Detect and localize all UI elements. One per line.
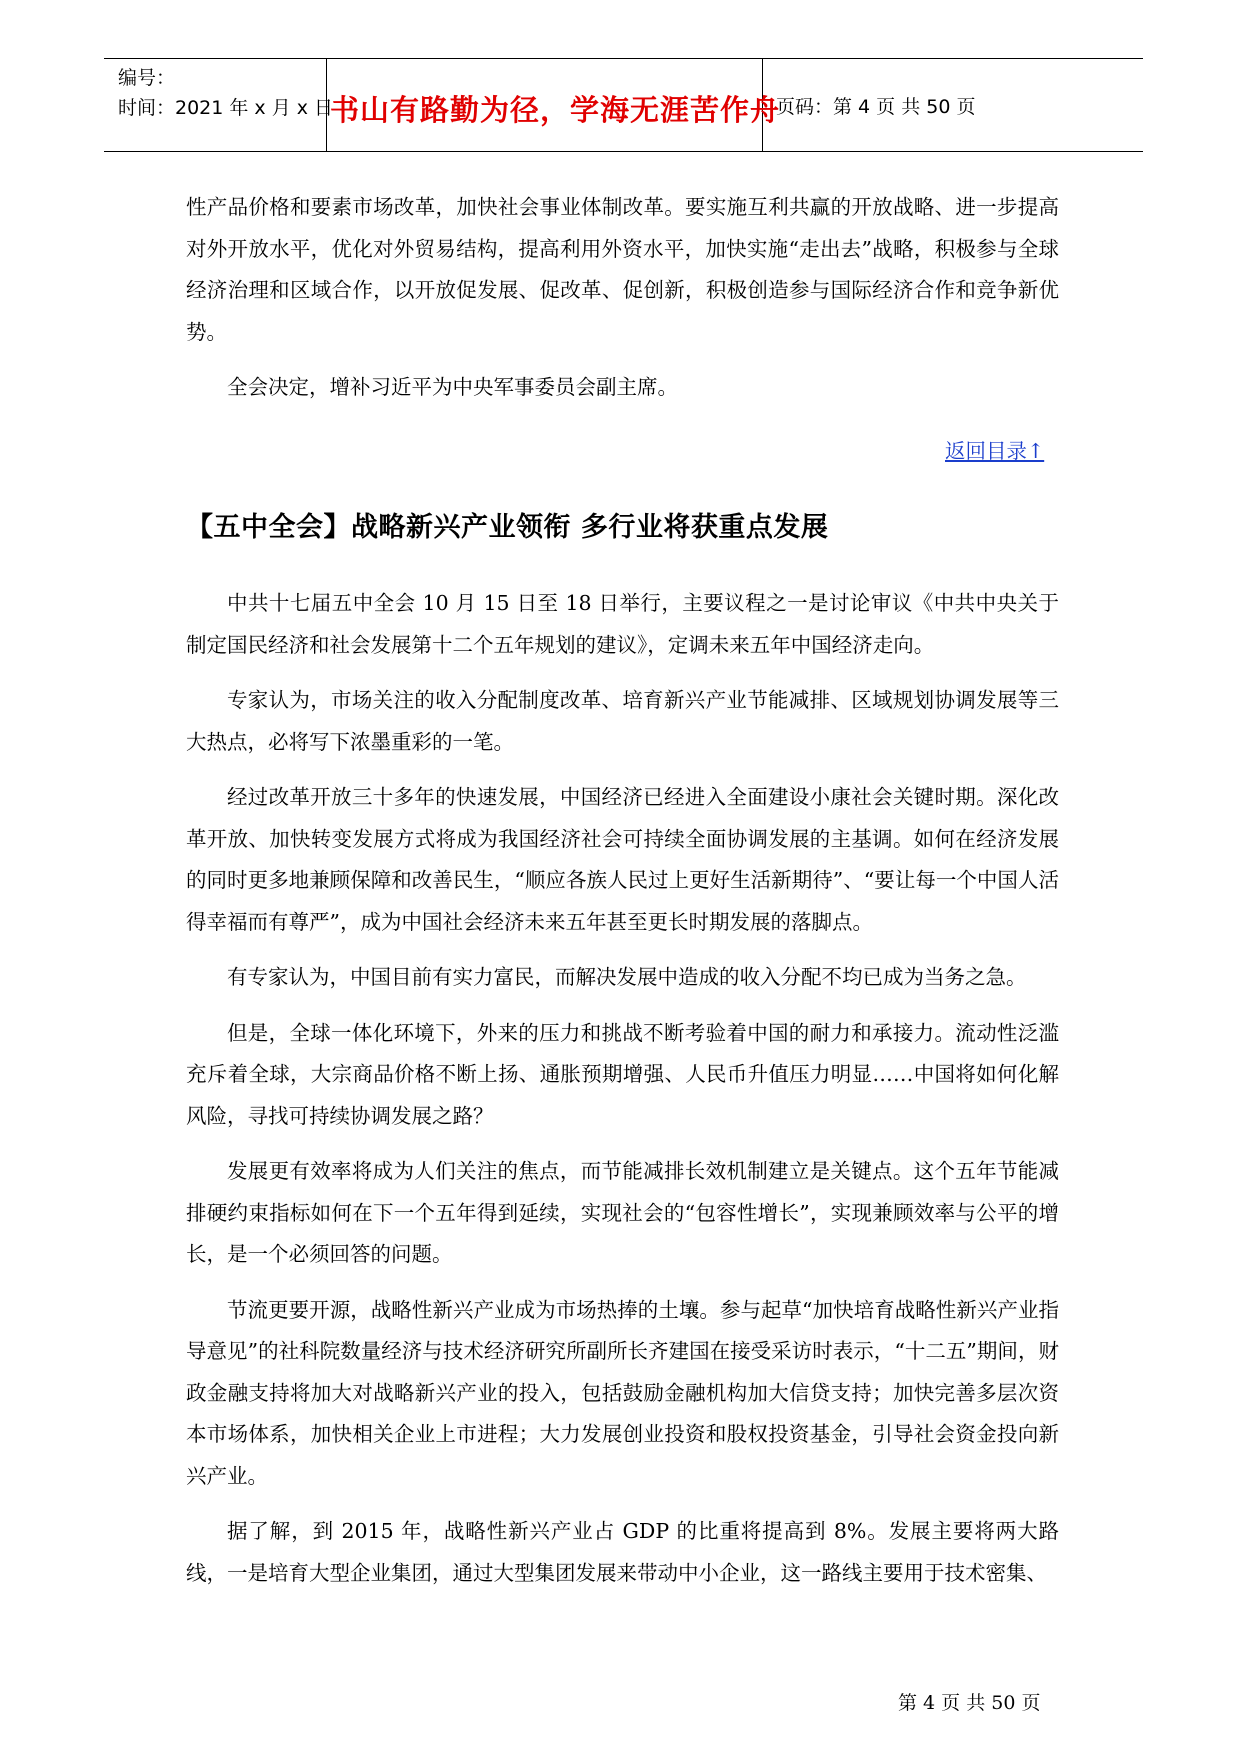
- article-paragraph-7: 节流更要开源，战略性新兴产业成为市场热捧的土壤。参与起草“加快培育战略性新兴产业指导意见”的社科院数量经济与技术经济研究所副所长齐建国在接受采访时表示，“十二五”期间，财政金融支持将加大对战略新兴产业的投入，包括鼓励金融机构加大信贷支持；加快完善多层次资本市场体系，加快相关企业上市进程；大力发展创业投资和股权投资基金，引导社会资金投向新兴产业。: [186, 1297, 1059, 1488]
- time-label: 时间：2021 年 x 月 x 日: [118, 97, 334, 119]
- article-title: 【五中全会】战略新兴产业领衔 多行业将获重点发展: [186, 512, 829, 543]
- intro-paragraph-2: 全会决定，增补习近平为中央军事委员会副主席。: [227, 375, 678, 399]
- article-paragraph-1: 中共十七届五中全会 10 月 15 日至 18 日举行，主要议程之一是讨论审议《中共中央关于制定国民经济和社会发展第十二个五年规划的建议》，定调未来五年中国经济走向。: [186, 591, 1059, 657]
- article-paragraph-2: 专家认为，市场关注的收入分配制度改革、培育新兴产业节能减排、区域规划协调发展等三大热点，必将写下浓墨重彩的一笔。: [186, 688, 1059, 754]
- header-top-rule: [104, 58, 1143, 59]
- header-page-number: 页码：第 4 页 共 50 页: [776, 96, 976, 118]
- article-paragraph-3: 经过改革开放三十多年的快速发展，中国经济已经进入全面建设小康社会关键时期。深化改革开放、加快转变发展方式将成为我国经济社会可持续全面协调发展的主基调。如何在经济发展的同时更多地兼顾保障和改善民生，“顺应各族人民过上更好生活新期待”、“要让每一个中国人活得幸福而有尊严”，成为中国社会经济未来五年甚至更长时期发展的落脚点。: [186, 785, 1059, 934]
- header-bottom-rule: [104, 151, 1143, 152]
- page-footer: 第 4 页 共 50 页: [898, 1692, 1041, 1714]
- intro-section: [186, 187, 1059, 423]
- article-paragraph-8: 据了解，到 2015 年，战略性新兴产业占 GDP 的比重将提高到 8%。发展主要将两大路线，一是培育大型企业集团，通过大型集团发展来带动中小企业，这一路线主要用于技术密集、: [186, 1519, 1059, 1585]
- article-paragraph-6: 发展更有效率将成为人们关注的焦点，而节能减排长效机制建立是关键点。这个五年节能减排硬约束指标如何在下一个五年得到延续，实现社会的“包容性增长”，实现兼顾效率与公平的增长，是一个必须回答的问题。: [186, 1159, 1059, 1266]
- number-label: 编号：: [118, 67, 176, 89]
- page-header: [104, 58, 1143, 152]
- header-motto: 书山有路勤为径，学海无涯苦作舟: [330, 93, 781, 127]
- article-paragraph-5: 但是，全球一体化环境下，外来的压力和挑战不断考验着中国的耐力和承接力。流动性泛滥充斥着全球，大宗商品价格不断上扬、通胀预期增强、人民币升值压力明显……中国将如何化解风险，寻找可持续协调发展之路？: [186, 1020, 1059, 1128]
- article-body: [186, 583, 1059, 1608]
- back-to-contents-link[interactable]: 返回目录↑: [945, 439, 1045, 463]
- intro-paragraph-1: 性产品价格和要素市场改革，加快社会事业体制改革。要实施互利共赢的开放战略、进一步提高对外开放水平，优化对外贸易结构，提高利用外资水平，加快实施“走出去”战略，积极参与全球经济治理和区域合作，以开放促发展、促改革、促创新，积极创造参与国际经济合作和竞争新优势。: [186, 195, 1059, 344]
- article-paragraph-4: 有专家认为，中国目前有实力富民，而解决发展中造成的收入分配不均已成为当务之急。: [227, 965, 1027, 989]
- header-meta: [118, 63, 333, 123]
